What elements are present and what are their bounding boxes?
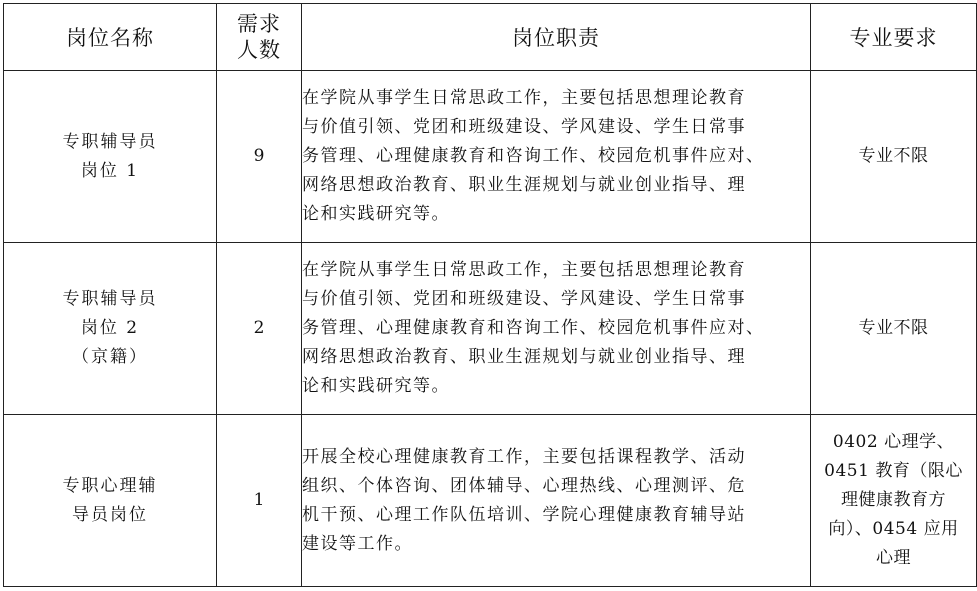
- duties-cell: [302, 243, 811, 415]
- major-line: 心理: [876, 548, 911, 568]
- table-row: [4, 243, 977, 415]
- table-row: [4, 71, 977, 243]
- headcount-cell: 9: [217, 71, 302, 243]
- header-major-requirement: 专业要求: [811, 4, 977, 71]
- header-headcount: [217, 4, 302, 71]
- position-name-line: 专职辅导员: [62, 131, 158, 152]
- duty-line: 机干预、心理工作队伍培训、学院心理健康教育辅导站: [302, 504, 746, 525]
- duty-line: 与价值引领、党团和班级建设、学风建设、学生日常事: [302, 289, 746, 309]
- major-requirement-cell: [811, 415, 977, 587]
- header-position-name: 岗位名称: [4, 4, 217, 71]
- major-line: 0451 教育（限心: [824, 461, 963, 481]
- position-name-cell: [4, 415, 217, 587]
- duty-line: 组织、个体咨询、团体辅导、心理热线、心理测评、危: [302, 475, 746, 496]
- duty-line: 网络思想政治教育、职业生涯规划与就业创业指导、理: [302, 347, 746, 367]
- major-requirement-cell: [811, 243, 977, 415]
- duty-line: 开展全校心理健康教育工作，主要包括课程教学、活动: [302, 446, 746, 467]
- job-positions-table: [3, 3, 977, 587]
- header-duties: 岗位职责: [302, 4, 811, 71]
- major-line: 专业不限: [858, 146, 929, 166]
- duty-line: 在学院从事学生日常思政工作，主要包括思想理论教育: [302, 88, 746, 108]
- headcount-cell: 2: [217, 243, 302, 415]
- duties-cell: [302, 415, 811, 587]
- headcount-cell: 1: [217, 415, 302, 587]
- duties-cell: [302, 71, 811, 243]
- duty-line: 在学院从事学生日常思政工作，主要包括思想理论教育: [302, 260, 746, 280]
- position-name-line: 专职辅导员: [62, 289, 158, 309]
- table-header-row: [4, 4, 977, 71]
- duty-line: 论和实践研究等。: [302, 376, 450, 396]
- duty-line: 网络思想政治教育、职业生涯规划与就业创业指导、理: [302, 175, 746, 195]
- position-name-line: 岗位 2: [80, 318, 140, 338]
- major-line: 专业不限: [858, 318, 929, 338]
- major-line: 0402 心理学、: [832, 432, 955, 452]
- position-name-cell: [4, 243, 217, 415]
- position-name-line: （京籍）: [72, 347, 148, 367]
- position-name-line: 岗位 1: [80, 160, 140, 181]
- position-name-line: 专职心理辅: [62, 475, 158, 496]
- duty-line: 务管理、心理健康教育和咨询工作、校园危机事件应对、: [302, 146, 765, 166]
- duty-line: 建设等工作。: [302, 533, 413, 554]
- duty-line: 论和实践研究等。: [302, 204, 450, 224]
- table-row: [4, 415, 977, 587]
- header-headcount-line2: 人数: [237, 38, 281, 62]
- duty-line: 与价值引领、党团和班级建设、学风建设、学生日常事: [302, 117, 746, 137]
- position-name-line: 导员岗位: [72, 504, 148, 525]
- major-requirement-cell: [811, 71, 977, 243]
- position-name-cell: [4, 71, 217, 243]
- header-headcount-line1: 需求: [237, 12, 281, 36]
- major-line: 理健康教育方: [841, 490, 946, 510]
- duty-line: 务管理、心理健康教育和咨询工作、校园危机事件应对、: [302, 318, 765, 338]
- major-line: 向）、0454 应用: [828, 519, 959, 539]
